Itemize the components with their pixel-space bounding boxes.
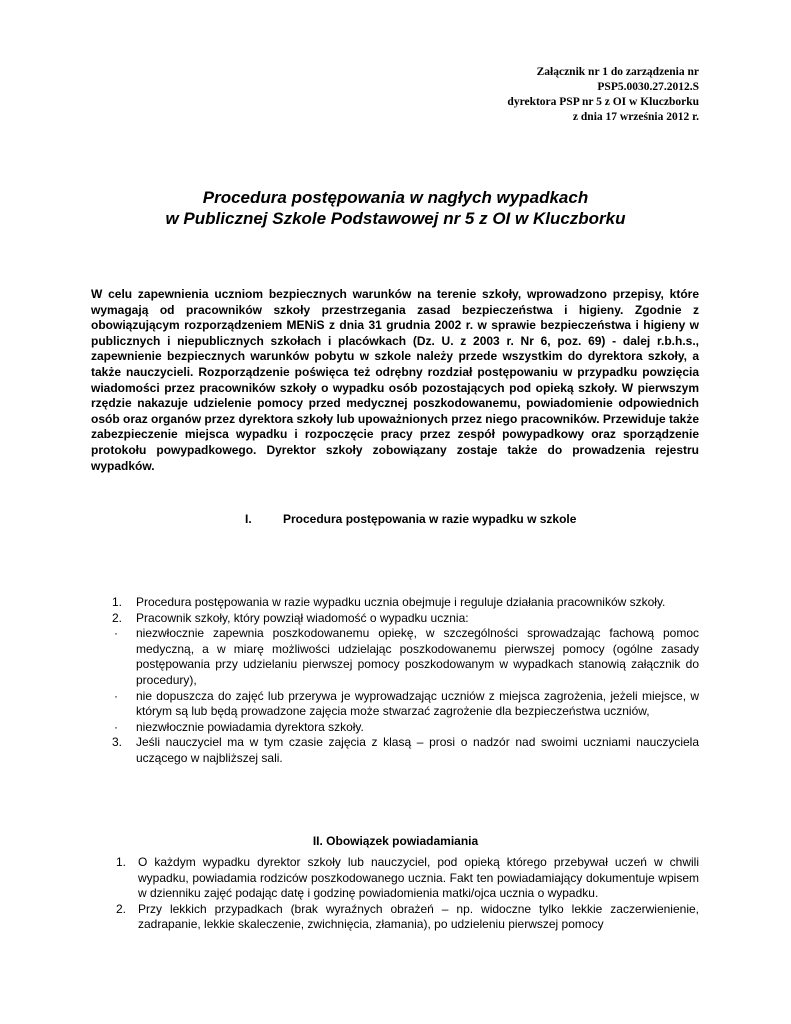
title-line: w Publicznej Szkole Podstawowej nr 5 z OI w Kluczborku [165, 209, 626, 228]
header-line: Załącznik nr 1 do zarządzenia nr [536, 66, 699, 78]
list-item-text: O każdym wypadku dyrektor szkoły lub nauczyciel, pod opieką którego przebywał uczeń w chwili wypadku, powiadamia rodziców poszkodowanego ucznia. Fakt ten powiadamiający dokumentuje wpisem w dzienniku zajęć podając datę i godzinę powiadomienia matki/ojca ucznia o wypadku. [138, 855, 699, 901]
header-line: dyrektora PSP nr 5 z OI w Kluczborku [507, 96, 699, 108]
header-line: PSP5.0030.27.2012.S [597, 81, 699, 93]
section-1-title: Procedura postępowania w razie wypadku w szkole [283, 512, 577, 526]
bullet-item [108, 720, 699, 736]
list-item-number: 2. [112, 610, 123, 625]
header-line: z dnia 17 września 2012 r. [572, 111, 699, 123]
list-item-text: Jeśli nauczyciel ma w tym czasie zajęcia z klasą – prosi o nadzór nad swoimi uczniami nauczyciela uczącego w najbliższej sali. [136, 735, 699, 765]
bullet-symbol: · [114, 688, 118, 703]
list-item-number: 2. [116, 901, 127, 916]
list-item [108, 611, 699, 627]
document-attachment-header [507, 65, 699, 125]
document-title [0, 187, 791, 229]
section-1-list [108, 595, 699, 767]
list-item-text: Przy lekkich przypadkach (brak wyraźnych obrażeń – np. widoczne tylko lekkie zaczerwienienie, zadrapanie, lekkie skaleczenie, zwichnięcia, złamania), po udzieleniu pierwszej pomocy [138, 901, 699, 932]
bullet-item [108, 689, 699, 720]
section-1-number: I. [245, 512, 252, 526]
bullet-item [108, 626, 699, 688]
list-item [116, 855, 699, 902]
intro-paragraph: W celu zapewnienia uczniom bezpiecznych warunków na terenie szkoły, wprowadzono przepisy, które wymagają od pracowników szkoły przestrzegania zasad bezpieczeństwa i higieny. Zgodnie z obowiązującym rozporządzeniem MENiS z dnia 31 grudnia 2002 r. w sprawie bezpieczeństwa i higieny w publicznych i niepublicznych szkołach i placówkach (Dz. U. z 2003 r. Nr 6, poz. 69) - dalej r.b.h.s., zapewnienie bezpiecznych warunków pobytu w szkole należy przede wszystkim do dyrektora szkoły, a także nauczycieli. Rozporządzenie poświęca też odrębny rozdział postępowaniu w przypadku powzięcia wiadomości przez pracowników szkoły o wypadku osób pozostających pod opieką szkoły. W pierwszym rzędzie nakazuje udzielenie pomocy przed medycznej poszkodowanemu, powiadomienie odpowiednich osób oraz organów przez dyrektora szkoły lub upoważnionych przez niego pracowników. Przewiduje także zabezpieczenie miejsca wypadku i rozpoczęcie pracy przez zespół powypadkowy oraz sporządzenie protokołu powypadkowego. Dyrektor szkoły zobowiązany zostaje także do prowadzenia rejestru wypadków. [91, 287, 699, 473]
section-2-heading: II. Obowiązek powiadamiania [312, 834, 479, 848]
title-line: Procedura postępowania w nagłych wypadkach [202, 188, 589, 207]
bullet-text: niezwłocznie zapewnia poszkodowanemu opiekę, w szczególności sprowadzając fachową pomoc medyczną, a w miarę możliwości udzielając poszkodowanemu pierwszej pomocy (ogólne zasady postępowania przy udzielaniu pierwszej pomocy poszkodowanym w wypadkach stanowią załącznik do procedury), [136, 626, 699, 687]
bullet-text: niezwłocznie powiadamia dyrektora szkoły. [136, 719, 364, 734]
list-item-text: Pracownik szkoły, który powziął wiadomość o wypadku ucznia: [136, 610, 469, 625]
bullet-text: nie dopuszcza do zajęć lub przerywa je wyprowadzając uczniów z miejsca zagrożenia, jeżeli miejsce, w którym są lub będą prowadzone zajęcia może stwarzać zagrożenie dla bezpieczeństwa uczniów, [136, 688, 699, 719]
list-item-number: 1. [116, 855, 127, 869]
section-2-list [116, 855, 699, 933]
list-item-number: 3. [112, 735, 123, 750]
bullet-symbol: · [114, 626, 118, 641]
section-1-heading [245, 512, 576, 527]
list-item [108, 595, 699, 611]
list-item [108, 735, 699, 766]
list-item-number: 1. [112, 595, 123, 609]
list-item-text: Procedura postępowania w razie wypadku ucznia obejmuje i reguluje działania pracowników szkoły. [136, 595, 666, 609]
list-item [116, 902, 699, 933]
bullet-symbol: · [114, 719, 118, 734]
